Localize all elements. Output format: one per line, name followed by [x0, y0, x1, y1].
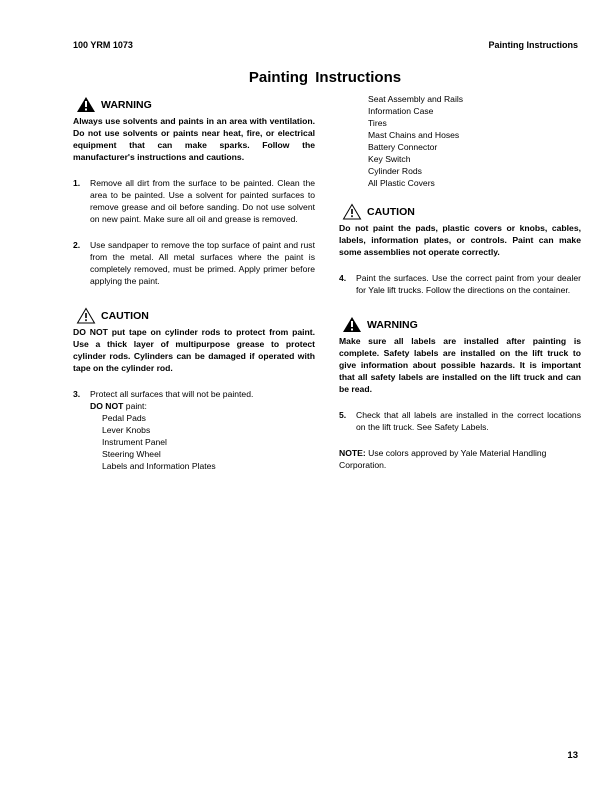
- step-4: [339, 272, 581, 296]
- caution-text-2: Do not paint the pads, plastic covers or knobs, cables, labels, information plates, or controls. Paint can make some assemblies not operate correctly.: [339, 223, 581, 257]
- list-item: Pedal Pads: [102, 413, 146, 423]
- step-3: [73, 388, 315, 472]
- caution-heading-2: [339, 203, 581, 220]
- do-not-paint-line: DO NOT paint:: [90, 401, 147, 411]
- left-column: [73, 96, 315, 472]
- protect-list-right: [339, 93, 581, 189]
- caution-triangle-icon: [76, 307, 96, 324]
- note-label: NOTE:: [339, 448, 366, 458]
- list-item: Key Switch: [368, 154, 411, 164]
- note: [339, 447, 581, 471]
- step-text: Use sandpaper to remove the top surface of paint and rust from the metal. All metal surfaces where the paint is completely removed, must be primed. Apply primer before applying the paint.: [90, 240, 315, 286]
- step-number: 2.: [73, 240, 81, 250]
- step-text: Protect all surfaces that will not be painted.: [90, 389, 254, 399]
- step-text: Remove all dirt from the surface to be painted. Clean the area to be painted. Use a solvent for painted surfaces to remove grease and oil before sanding. Do not use solvent on new paint. Make sure all oil and grease is removed.: [90, 178, 315, 224]
- step-text: Paint the surfaces. Use the correct paint from your dealer for Yale lift trucks. Follow the directions on the container.: [356, 273, 581, 295]
- caution-triangle-icon: [342, 203, 362, 220]
- list-item: Seat Assembly and Rails: [368, 94, 464, 104]
- step-number: 1.: [73, 178, 81, 188]
- protect-list-left: [90, 412, 315, 472]
- warning-triangle-icon: [342, 316, 362, 333]
- right-column: [339, 93, 581, 471]
- list-item: Information Case: [368, 106, 434, 116]
- step-2: [73, 239, 315, 287]
- step-number: 5.: [339, 410, 347, 420]
- warning-heading-2: [339, 316, 581, 333]
- caution-label: CAUTION: [367, 205, 415, 218]
- warning-text-1: Always use solvents and paints in an area with ventilation. Do not use solvents or paints near heat, fire, or electrical equipment that can make sparks. Follow the manufacturer's instructions and cautions.: [73, 116, 315, 162]
- warning-label: WARNING: [101, 98, 152, 111]
- step-1: [73, 177, 315, 225]
- list-item: Battery Connector: [368, 142, 438, 152]
- step-5: [339, 409, 581, 433]
- caution-label: CAUTION: [101, 309, 149, 322]
- list-item: Lever Knobs: [102, 425, 151, 435]
- caution-text-1: DO NOT put tape on cylinder rods to protect from paint. Use a thick layer of multipurpose grease to protect cylinder rods. Cylinders can be damaged if operated with tape on the cylinder rod.: [73, 327, 315, 373]
- step-text: Check that all labels are installed in the correct locations on the lift truck. See Safety Labels.: [356, 410, 581, 432]
- list-item: Labels and Information Plates: [102, 461, 216, 471]
- page-number: 13: [567, 750, 578, 761]
- step-number: 3.: [73, 389, 81, 399]
- page-title: Painting Instructions: [248, 69, 402, 86]
- warning-heading-1: [73, 96, 315, 113]
- note-text: Use colors approved by Yale Material Handling Corporation.: [339, 448, 547, 470]
- step-number: 4.: [339, 273, 347, 283]
- warning-triangle-icon: [76, 96, 96, 113]
- list-item: Mast Chains and Hoses: [368, 130, 460, 140]
- list-item: Tires: [368, 118, 387, 128]
- caution-heading-1: [73, 307, 315, 324]
- header-section-title: Painting Instructions: [488, 40, 578, 50]
- warning-label: WARNING: [367, 318, 418, 331]
- list-item: Cylinder Rods: [368, 166, 422, 176]
- list-item: Instrument Panel: [102, 437, 167, 447]
- warning-text-2: Make sure all labels are installed after painting is complete. Safety labels are installed on the lift truck to give information about possible hazards. It is important that all safety labels are installed on the lift truck and can be read.: [339, 336, 581, 394]
- list-item: All Plastic Covers: [368, 178, 435, 188]
- list-item: Steering Wheel: [102, 449, 161, 459]
- header-doc-number: 100 YRM 1073: [73, 40, 133, 50]
